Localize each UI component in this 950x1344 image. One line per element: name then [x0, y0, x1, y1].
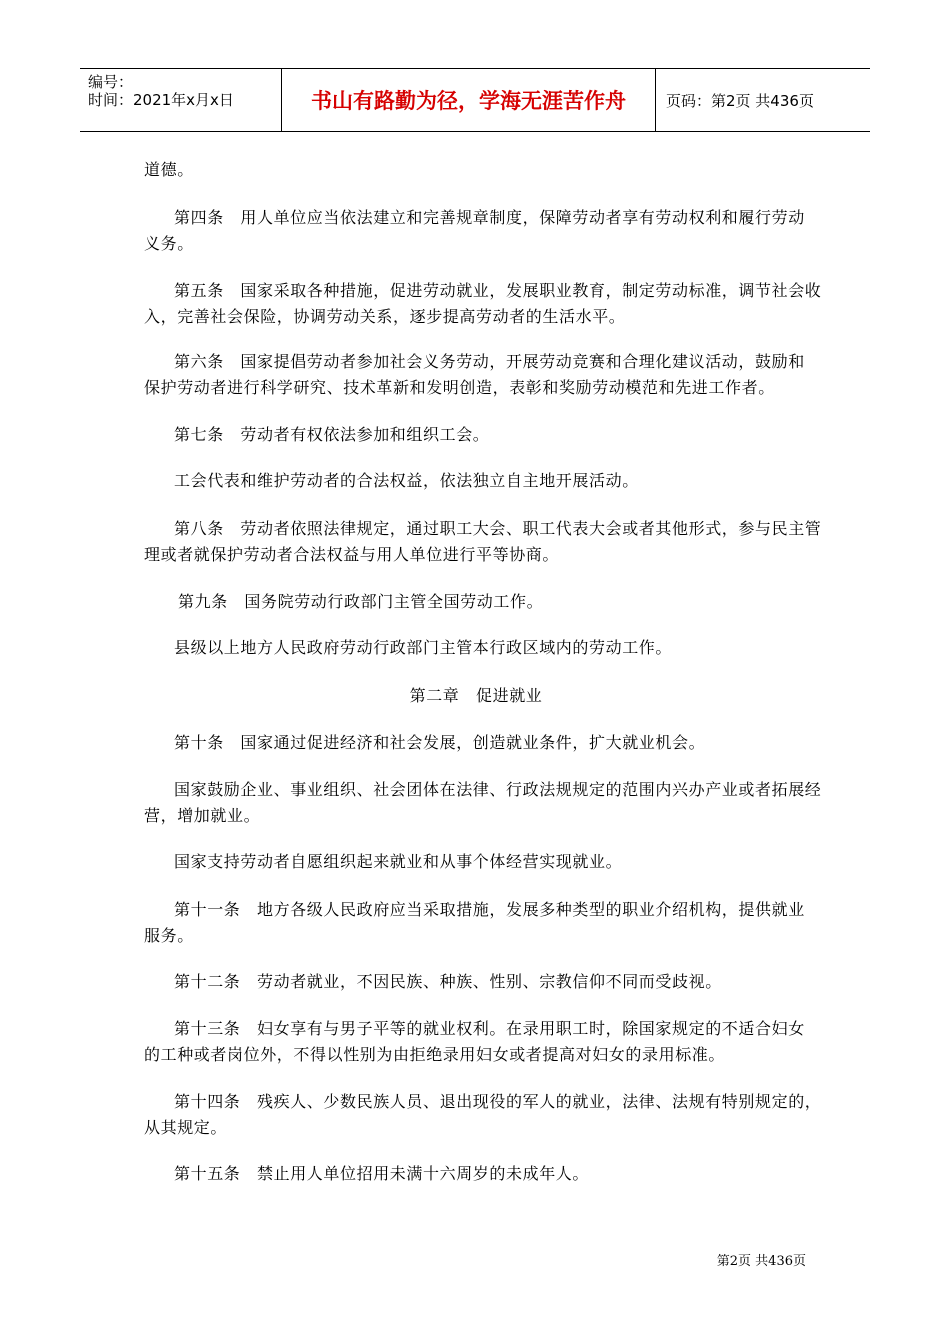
article-4-line: 第四条 用人单位应当依法建立和完善规章制度，保障劳动者享有劳动权利和履行劳动	[174, 208, 805, 227]
article-7-line: 第七条 劳动者有权依法参加和组织工会。	[174, 425, 490, 444]
article-10-line: 第十条 国家通过促进经济和社会发展，创造就业条件，扩大就业机会。	[174, 733, 706, 752]
article-5-line: 第五条 国家采取各种措施，促进劳动就业，发展职业教育，制定劳动标准，调节社会收	[174, 281, 822, 300]
paragraph-line: 从其规定。	[144, 1118, 228, 1137]
article-12-line: 第十二条 劳动者就业，不因民族、种族、性别、宗教信仰不同而受歧视。	[174, 972, 722, 991]
document-time-label: 时间：2021年x月x日	[88, 91, 234, 109]
paragraph-line: 道德。	[144, 160, 194, 179]
paragraph-line: 义务。	[144, 234, 194, 253]
article-13-line: 第十三条 妇女享有与男子平等的就业权利。在录用职工时，除国家规定的不适合妇女	[174, 1019, 805, 1038]
article-8-line: 第八条 劳动者依照法律规定，通过职工大会、职工代表大会或者其他形式，参与民主管	[174, 519, 822, 538]
paragraph-line: 理或者就保护劳动者合法权益与用人单位进行平等协商。	[144, 545, 560, 564]
paragraph-line: 服务。	[144, 926, 194, 945]
article-9-line: 第九条 国务院劳动行政部门主管全国劳动工作。	[178, 592, 544, 611]
paragraph-line: 国家鼓励企业、事业组织、社会团体在法律、行政法规规定的范围内兴办产业或者拓展经	[174, 780, 822, 799]
article-11-line: 第十一条 地方各级人民政府应当采取措施，发展多种类型的职业介绍机构，提供就业	[174, 900, 805, 919]
paragraph-line: 营，增加就业。	[144, 806, 261, 825]
paragraph-line: 的工种或者岗位外，不得以性别为由拒绝录用妇女或者提高对妇女的录用标准。	[144, 1045, 726, 1064]
paragraph-line: 入，完善社会保险，协调劳动关系，逐步提高劳动者的生活水平。	[144, 307, 626, 326]
paragraph-line: 工会代表和维护劳动者的合法权益，依法独立自主地开展活动。	[174, 471, 639, 490]
header-motto-cell	[282, 69, 656, 131]
header-page-number: 页码：第2页 共436页	[666, 92, 814, 110]
article-6-line: 第六条 国家提倡劳动者参加社会义务劳动，开展劳动竞赛和合理化建议活动，鼓励和	[174, 352, 805, 371]
header-info-cell	[80, 69, 282, 131]
chapter-heading: 第二章 促进就业	[409, 686, 543, 705]
paragraph-line: 国家支持劳动者自愿组织起来就业和从事个体经营实现就业。	[174, 852, 623, 871]
paragraph-line: 保护劳动者进行科学研究、技术革新和发明创造，表彰和奖励劳动模范和先进工作者。	[144, 378, 775, 397]
article-14-line: 第十四条 残疾人、少数民族人员、退出现役的军人的就业，法律、法规有特别规定的，	[174, 1092, 822, 1111]
article-15-line: 第十五条 禁止用人单位招用未满十六周岁的未成年人。	[174, 1164, 590, 1183]
motto-text: 书山有路勤为径，学海无涯苦作舟	[311, 89, 626, 113]
footer-page-number: 第2页 共436页	[716, 1254, 806, 1269]
page-header	[80, 68, 870, 132]
document-number-label: 编号：	[88, 73, 134, 91]
paragraph-line: 县级以上地方人民政府劳动行政部门主管本行政区域内的劳动工作。	[174, 638, 673, 657]
header-page-cell	[656, 69, 870, 131]
